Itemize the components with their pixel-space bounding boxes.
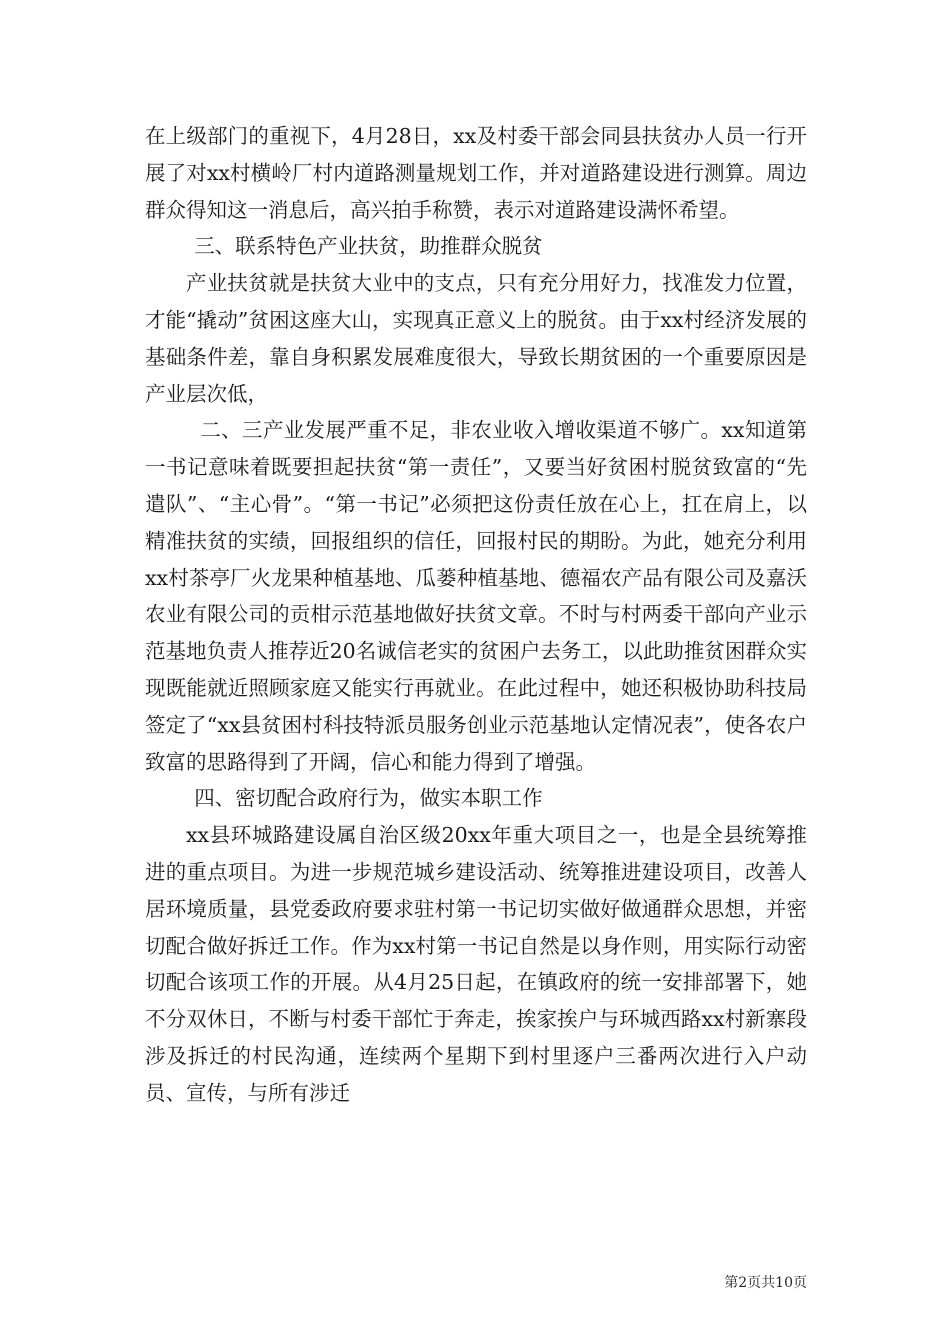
page-footer: 第2页共10页: [724, 1275, 807, 1291]
section-heading-3: 三、联系特色产业扶贫，助推群众脱贫: [194, 234, 543, 259]
paragraph-ring-road: xx县环城路建设属自治区级20xx年重大项目之一，也是全县统筹推进的重点项目。为进一步规范城乡建设活动、统筹推进建设项目，改善人居环境质量，县党委政府要求驻村第一书记切实做好做通群众思想，并密切配合做好拆迁工作。作为xx村第一书记自然是以身作则，用实际行动密切配合该项工作的开展。从4月25日起，在镇政府的统一安排部署下，她不分双休日，不断与村委干部忙于奔走，挨家挨户与环城西路xx村新寨段涉及拆迁的村民沟通，连续两个星期下到村里逐户三番两次进行入户动员、宣传，与所有涉迁: [145, 823, 807, 1105]
paragraph-industry-poverty: 产业扶贫就是扶贫大业中的支点，只有充分用好力，找准发力位置，才能“撬动”贫困这座大山，实现真正意义上的脱贫。由于xx村经济发展的基础条件差，靠自身积累发展难度很大，导致长期贫困的一个重要原因是产业层次低，: [145, 271, 807, 406]
section-heading-4: 四、密切配合政府行为，做实本职工作: [194, 786, 543, 811]
paragraph-road-survey: 在上级部门的重视下，4月28日，xx及村委干部会同县扶贫办人员一行开展了对xx村横岭厂村内道路测量规划工作，并对道路建设进行测算。周边群众得知这一消息后，高兴拍手称赞，表示对道路建设满怀希望。: [145, 124, 807, 222]
document-body: [145, 118, 807, 1112]
paragraph-secondary-tertiary: 二、三产业发展严重不足，非农业收入增收渠道不够广。xx知道第一书记意味着既要担起扶贫“第一责任”，又要当好贫困村脱贫致富的“先遣队”、“主心骨”。“第一书记”必须把这份责任放在心上，扛在肩上，以精准扶贫的实绩，回报组织的信任，回报村民的期盼。为此，她充分利用xx村茶亭厂火龙果种植基地、瓜蒌种植基地、德福农产品有限公司及嘉沃农业有限公司的贡柑示范基地做好扶贫文章。不时与村两委干部向产业示范基地负责人推荐近20名诚信老实的贫困户去务工，以此助推贫困群众实现既能就近照顾家庭又能实行再就业。在此过程中，她还积极协助科技局签定了“xx县贫困村科技特派员服务创业示范基地认定情况表”，使各农户致富的思路得到了开阔，信心和能力得到了增强。: [145, 418, 807, 774]
